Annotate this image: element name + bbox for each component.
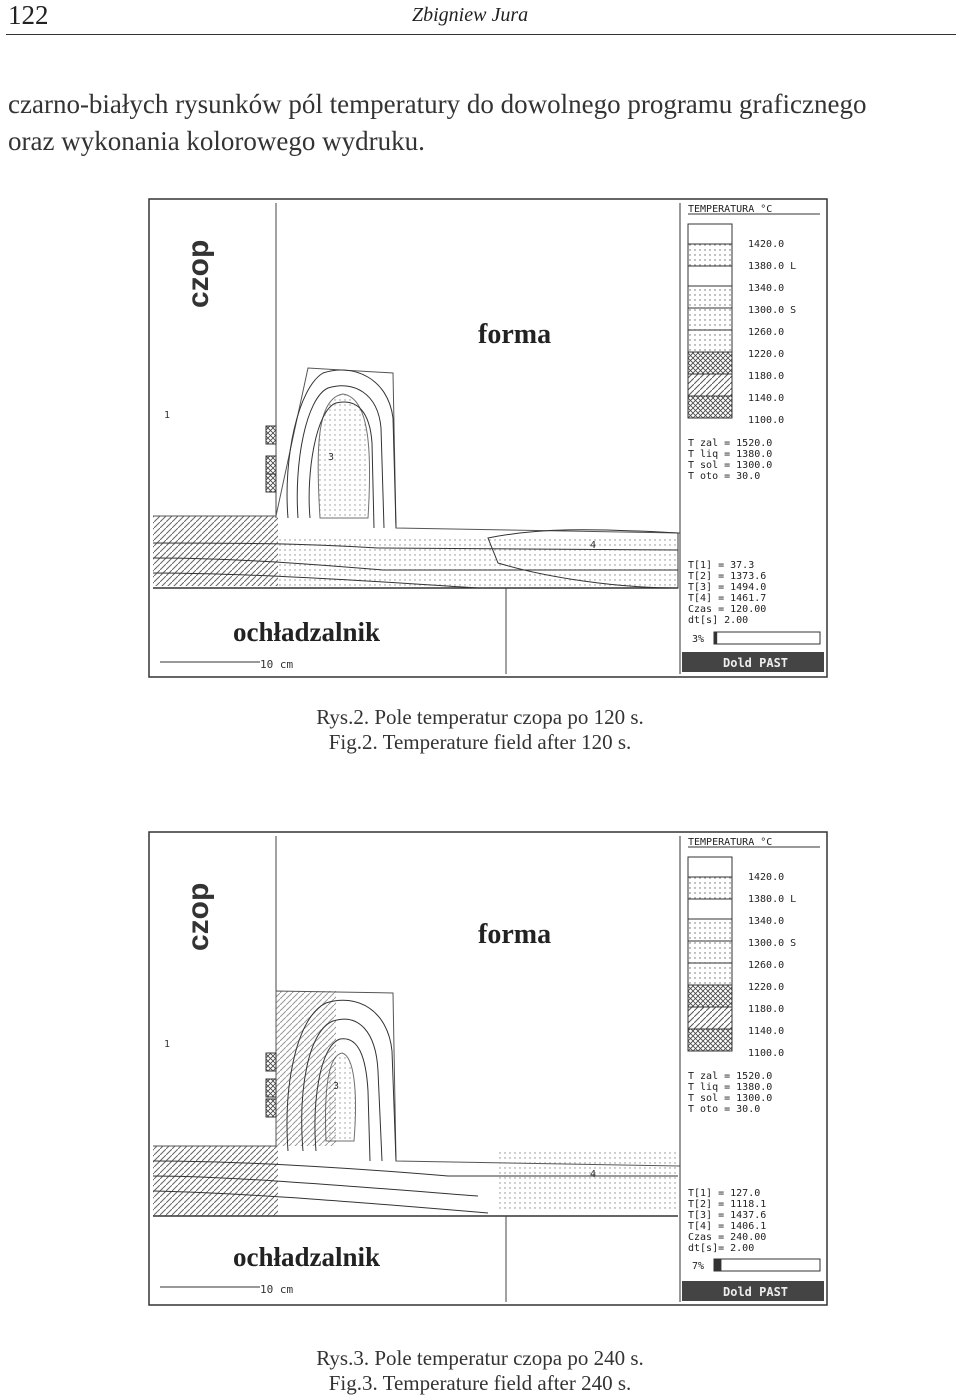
caption-rys-3-pl: Rys.3. Pole temperatur czopa po 240 s.: [316, 1346, 644, 1370]
point-4-label: 4: [590, 1169, 597, 1180]
readout-t4: T[4] = 1406.1: [688, 1221, 767, 1232]
body-line-1: czarno-białych rysunków pól temperatury do dowolnego programu graficznego: [8, 89, 867, 119]
marker-square-2: [266, 456, 276, 474]
readout-t2: T[2] = 1118.1: [688, 1199, 767, 1210]
label-forma: forma: [478, 319, 552, 350]
legend-swatch-4: [688, 286, 732, 308]
point-3-label: 3: [333, 1081, 340, 1092]
marker-square-1: [266, 426, 276, 444]
point-1-label: 1: [164, 1039, 171, 1050]
legend-swatch-2: [688, 877, 732, 899]
legend-level-1: 1420.0: [748, 872, 785, 883]
scale-label: 10 cm: [260, 658, 294, 671]
legend-level-2: 1380.0 L: [748, 261, 797, 272]
running-head-author: Zbigniew Jura: [412, 4, 529, 26]
progress-bar-fill: [714, 632, 717, 644]
caption-rys-3-en: Fig.3. Temperature field after 240 s.: [328, 1371, 632, 1395]
scale-label: 10 cm: [260, 1283, 294, 1296]
legend-level-3: 1340.0: [748, 916, 785, 927]
readout-t1: T[1] = 37.3: [688, 560, 755, 571]
legend-level-7: 1180.0: [748, 1004, 785, 1015]
legend-level-7: 1180.0: [748, 371, 785, 382]
legend-level-6: 1220.0: [748, 982, 785, 993]
progress-label: 3%: [692, 634, 705, 645]
legend-title: TEMPERATURA °C: [688, 204, 773, 215]
figure-rys-3-plot: [148, 831, 828, 1306]
label-ochladzalnik: ochładzalnik: [233, 1242, 381, 1272]
legend-level-5: 1260.0: [748, 327, 785, 338]
param-t-liq: T liq = 1380.0: [688, 449, 773, 460]
body-paragraph: [8, 86, 960, 160]
hatch-region-left: [153, 1146, 278, 1216]
readout-czas: Czas = 240.00: [688, 1232, 767, 1243]
readout-t2: T[2] = 1373.6: [688, 571, 767, 582]
legend-level-4: 1300.0 S: [748, 938, 797, 949]
legend-level-6: 1220.0: [748, 349, 785, 360]
param-t-oto: T oto = 30.0: [688, 1104, 761, 1115]
inner-bell-contour: [318, 394, 369, 518]
point-1-label: 1: [164, 410, 171, 421]
label-ochladzalnik: ochładzalnik: [233, 617, 381, 647]
readout-dt: dt[s] 2.00: [688, 615, 749, 626]
readout-dt: dt[s]= 2.00: [688, 1243, 755, 1254]
legend-title: TEMPERATURA °C: [688, 837, 773, 848]
body-line-2: oraz wykonania kolorowego wydruku.: [8, 126, 425, 156]
caption-rys-2: [0, 705, 960, 755]
dotted-region: [498, 1151, 678, 1211]
param-t-zal: T zal = 1520.0: [688, 1071, 773, 1082]
label-czop: czop: [182, 882, 215, 951]
legend-level-5: 1260.0: [748, 960, 785, 971]
legend-level-9: 1100.0: [748, 1048, 785, 1059]
caption-rys-2-en: Fig.2. Temperature field after 120 s.: [328, 730, 632, 754]
marker-square-1: [266, 1053, 276, 1071]
legend-swatch-8: [688, 1007, 732, 1029]
legend-level-9: 1100.0: [748, 415, 785, 426]
legend-swatch-3: [688, 899, 732, 919]
progress-bar: [714, 1259, 820, 1271]
point-3-label: 3: [328, 452, 335, 463]
legend-swatch-5: [688, 308, 732, 330]
figure-rys-3: [148, 831, 828, 1306]
dold-past-button-label: Dold PAST: [723, 1285, 789, 1299]
legend-swatch-7: [688, 352, 732, 374]
legend-swatch-1: [688, 224, 732, 244]
legend-swatch-5: [688, 941, 732, 963]
progress-bar: [714, 632, 820, 644]
readout-t3: T[3] = 1437.6: [688, 1210, 767, 1221]
legend-level-2: 1380.0 L: [748, 894, 797, 905]
header-rule: [6, 34, 956, 35]
marker-square-2: [266, 1079, 276, 1097]
legend-swatch-6: [688, 963, 732, 985]
figure-rys-2-plot: [148, 198, 828, 678]
figure-rys-2: [148, 198, 828, 678]
param-t-liq: T liq = 1380.0: [688, 1082, 773, 1093]
param-t-sol: T sol = 1300.0: [688, 1093, 773, 1104]
caption-rys-3: [0, 1346, 960, 1396]
marker-square-3: [266, 474, 276, 492]
progress-label: 7%: [692, 1261, 705, 1272]
caption-rys-2-pl: Rys.2. Pole temperatur czopa po 120 s.: [316, 705, 644, 729]
legend-swatch-7: [688, 985, 732, 1007]
legend-swatch-4: [688, 919, 732, 941]
legend-level-4: 1300.0 S: [748, 305, 797, 316]
dold-past-button-label: Dold PAST: [723, 656, 789, 670]
param-t-sol: T sol = 1300.0: [688, 460, 773, 471]
legend-level-8: 1140.0: [748, 393, 785, 404]
label-forma: forma: [478, 919, 552, 950]
page-number: 122: [8, 0, 49, 30]
readout-czas: Czas = 120.00: [688, 604, 767, 615]
legend-level-1: 1420.0: [748, 239, 785, 250]
readout-t4: T[4] = 1461.7: [688, 593, 767, 604]
readout-t3: T[3] = 1494.0: [688, 582, 767, 593]
legend-swatch-9: [688, 1029, 732, 1051]
legend-swatch-8: [688, 374, 732, 396]
legend-level-8: 1140.0: [748, 1026, 785, 1037]
marker-square-3: [266, 1099, 276, 1117]
point-4-label: 4: [590, 540, 597, 551]
legend-swatch-1: [688, 857, 732, 877]
legend-swatch-2: [688, 244, 732, 266]
param-t-zal: T zal = 1520.0: [688, 438, 773, 449]
label-czop: czop: [182, 239, 215, 308]
param-t-oto: T oto = 30.0: [688, 471, 761, 482]
legend-level-3: 1340.0: [748, 283, 785, 294]
readout-t1: T[1] = 127.0: [688, 1188, 761, 1199]
legend-swatch-3: [688, 266, 732, 286]
legend-swatch-9: [688, 396, 732, 418]
progress-bar-fill: [714, 1259, 721, 1271]
legend-swatch-6: [688, 330, 732, 352]
